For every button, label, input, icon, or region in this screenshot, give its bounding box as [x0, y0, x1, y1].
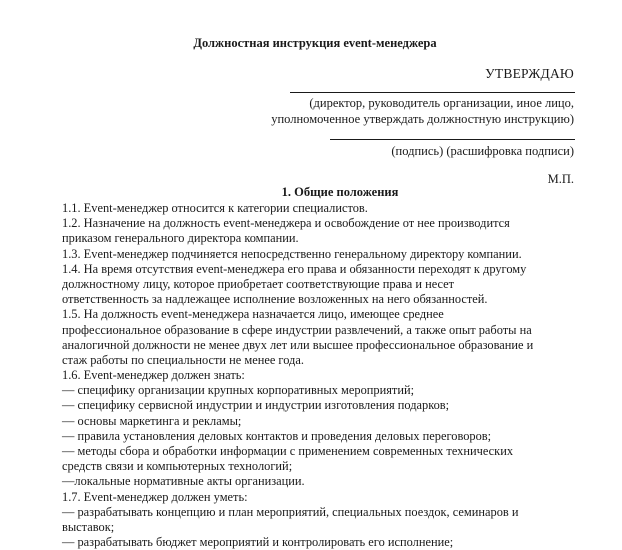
- body-line: 1.2. Назначение на должность event-менеджера и освобождение от нее производится: [62, 216, 510, 231]
- body-line: — специфику организации крупных корпоративных мероприятий;: [62, 383, 415, 398]
- body-line: 1.4. На время отсутствия event-менеджера его права и обязанности переходят к другому: [62, 261, 527, 276]
- body-line: — разрабатывать бюджет мероприятий и контролировать его исполнение;: [62, 535, 454, 550]
- document-title: Должностная инструкция event-менеджера: [193, 36, 437, 50]
- body-line: — специфику сервисной индустрии и индустрии изготовления подарков;: [62, 398, 450, 413]
- body-line: приказом генерального директора компании.: [62, 231, 299, 246]
- approver-signature-line: [290, 92, 575, 93]
- body-line: 1.6. Event-менеджер должен знать:: [62, 368, 245, 383]
- seal-label: М.П.: [547, 172, 574, 186]
- section-title: 1. Общие положения: [281, 185, 399, 199]
- body-line: 1.3. Event-менеджер подчиняется непосредственно генеральному директору компании.: [62, 246, 522, 261]
- body-line: 1.7. Event-менеджер должен уметь:: [62, 489, 248, 504]
- body-line: средств связи и компьютерных технологий;: [62, 459, 293, 474]
- body-line: 1.5. На должность event-менеджера назначается лицо, имеющее среднее: [62, 307, 444, 322]
- body-line: стаж работы по специальности не менее года.: [62, 352, 304, 367]
- body-line: — методы сбора и обработки информации с применением современных технических: [62, 444, 514, 458]
- body-line: 1.1. Event-менеджер относится к категории специалистов.: [62, 201, 368, 215]
- body-line: — основы маркетинга и рекламы;: [62, 413, 242, 428]
- signature-line: [330, 139, 575, 140]
- body-line: ответственность за надлежащее исполнение возложенных на него обязанностей.: [62, 292, 488, 307]
- body-line: — правила установления деловых контактов и проведения деловых переговоров;: [62, 428, 492, 443]
- approver-caption-line-1: (директор, руководитель организации, иное лицо,: [309, 96, 574, 110]
- body-line: выставок;: [62, 519, 115, 534]
- body-line: —локальные нормативные акты организации.: [62, 474, 305, 489]
- body-line: аналогичной должности не менее двух лет или высшее профессиональное образование и: [62, 337, 534, 352]
- body-line: — разрабатывать концепцию и план мероприятий, специальных поездок, семинаров и: [62, 504, 519, 519]
- body-line: должностному лицу, которое приобретает соответствующие права и несет: [62, 276, 455, 291]
- signature-caption: (подпись) (расшифровка подписи): [391, 144, 574, 158]
- body-line: профессиональное образование в сфере индустрии развлечений, а также опыт работы на: [62, 322, 532, 337]
- section-body: [62, 201, 572, 550]
- approve-label: УТВЕРЖДАЮ: [485, 66, 574, 81]
- approver-caption-line-2: уполномоченное утверждать должностную инструкцию): [271, 112, 574, 126]
